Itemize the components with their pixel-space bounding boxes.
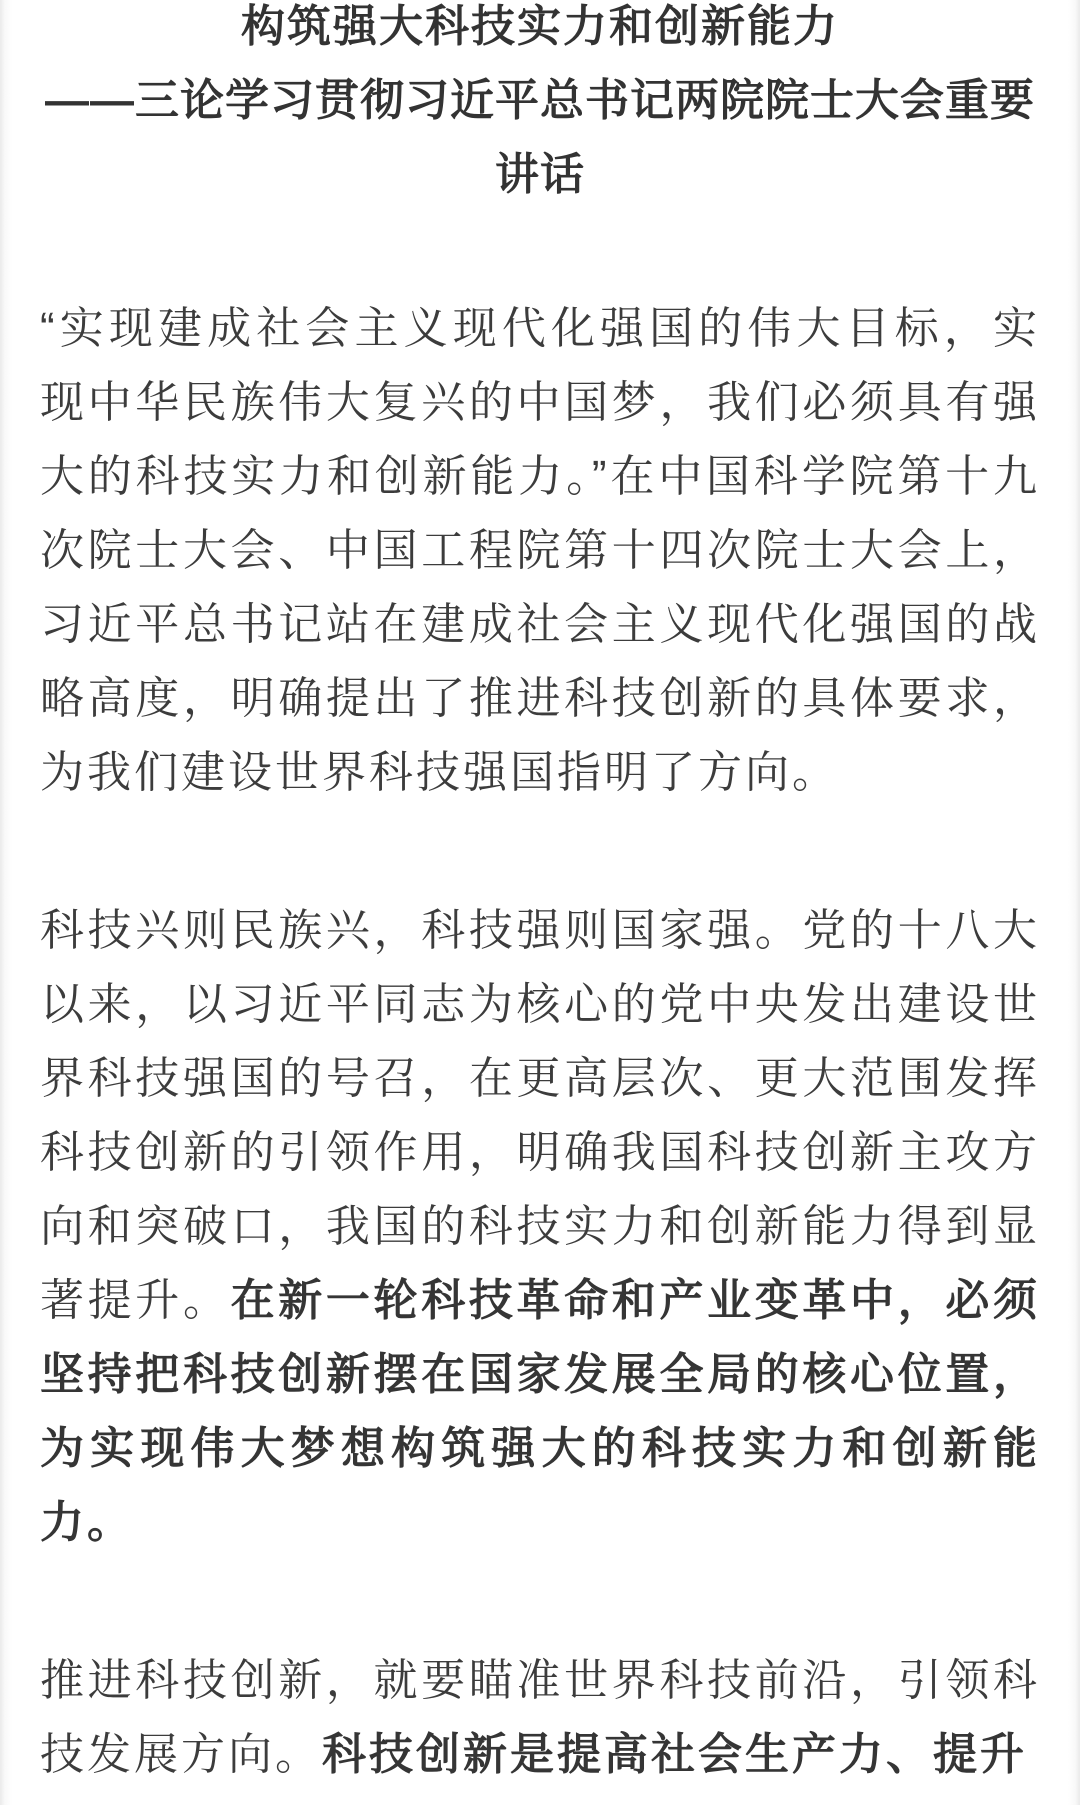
paragraph-emphasis-text: 科技创新是提高社会生产力、提升 bbox=[322, 1730, 1027, 1779]
paragraph-quote-intro bbox=[40, 292, 1040, 810]
paragraph-text: 科技兴则民族兴，科技强则国家强。党的十八大以来，以习近平同志为核心的党中央发出建设世界科技强国的号召，在更高层次、更大范围发挥科技创新的引领作用，明确我国科技创新主攻方向和突破口，我国的科技实力和创新能力得到显著提升。 bbox=[40, 906, 1040, 1325]
paragraph-science-nation bbox=[40, 894, 1040, 1560]
paragraph-text: 推进科技创新，就要瞄准世界科技前沿，引领科技发展方向。 bbox=[40, 1656, 1040, 1779]
article-subtitle: ——三论学习贯彻习近平总书记两院院士大会重要讲话 bbox=[45, 76, 1035, 199]
paragraph-emphasis-text: 在新一轮科技革命和产业变革中，必须坚持把科技创新摆在国家发展全局的核心位置，为实现伟大梦想构筑强大的科技实力和创新能力。 bbox=[40, 1276, 1041, 1547]
paragraph-text: “实现建成社会主义现代化强国的伟大目标，实现中华民族伟大复兴的中国梦，我们必须具有强大的科技实力和创新能力。”在中国科学院第十九次院士大会、中国工程院第十四次院士大会上，习近平总书记站在建成社会主义现代化强国的战略高度，明确提出了推进科技创新的具体要求，为我们建设世界科技强国指明了方向。 bbox=[40, 304, 1040, 797]
article-title: 构筑强大科技实力和创新能力 bbox=[241, 2, 839, 51]
paragraph-innovation-frontier bbox=[40, 1644, 1040, 1792]
